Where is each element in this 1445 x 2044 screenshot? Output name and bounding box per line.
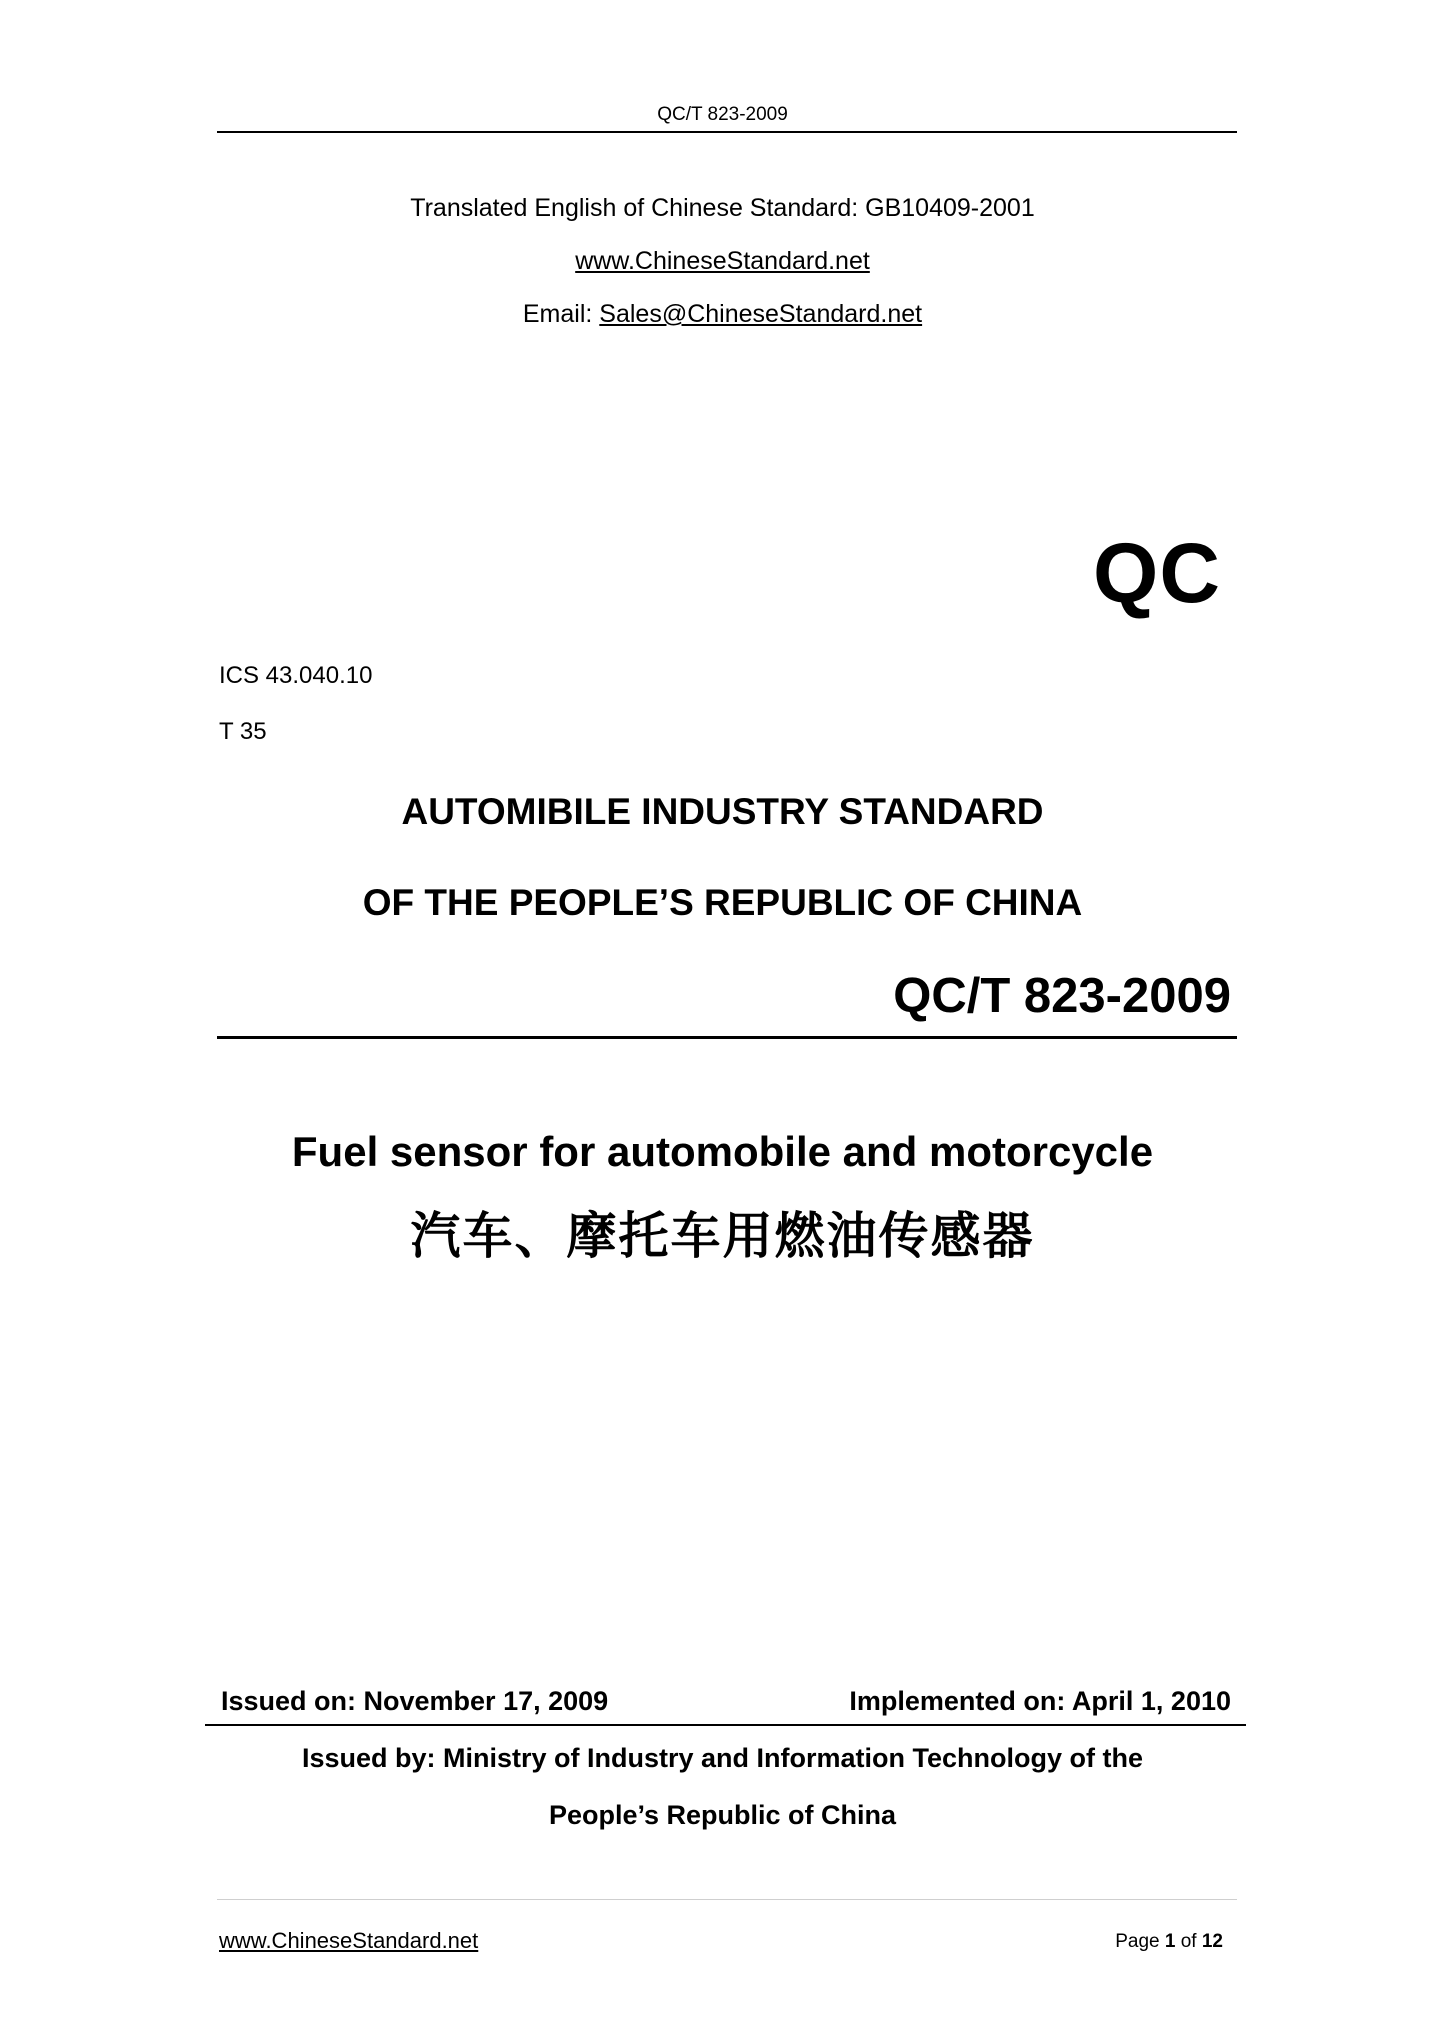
- footer-rule: [217, 1899, 1237, 1900]
- page-total: 12: [1201, 1931, 1223, 1952]
- title-line-1: AUTOMIBILE INDUSTRY STANDARD: [401, 791, 1044, 832]
- t-code: T 35: [219, 718, 267, 745]
- footer-website-line: [219, 1928, 478, 1954]
- ics-code: ICS 43.040.10: [219, 662, 373, 689]
- email-label: Email:: [522, 300, 593, 328]
- issuer-line-1: Issued by: Ministry of Industry and Information Technology of the: [301, 1743, 1144, 1773]
- header-rule: [217, 131, 1237, 133]
- title-line-2: OF THE PEOPLE’S REPUBLIC OF CHINA: [362, 882, 1083, 923]
- page-prefix: Page: [1115, 1931, 1160, 1952]
- issued-date: Issued on: November 17, 2009: [221, 1686, 609, 1716]
- subject-chinese: 汽车、摩托车用燃油传感器: [410, 1208, 1035, 1264]
- issuer-line-2: People’s Republic of China: [548, 1800, 897, 1830]
- title-rule: [217, 1036, 1237, 1039]
- page-current: 1: [1164, 1931, 1176, 1952]
- running-header: QC/T 823-2009: [657, 104, 788, 125]
- email-line: [0, 300, 1445, 329]
- website-line: [0, 247, 1445, 276]
- subject-english: Fuel sensor for automobile and motorcycle: [291, 1128, 1154, 1175]
- page-of: of: [1180, 1931, 1197, 1952]
- standard-code: QC/T 823-2009: [893, 969, 1231, 1023]
- translated-note: Translated English of Chinese Standard: GB10409-2001: [410, 194, 1035, 222]
- standard-mark: QC: [1093, 526, 1221, 620]
- footer-website-link[interactable]: www.ChineseStandard.net: [219, 1928, 479, 1953]
- page-indicator: [1115, 1931, 1223, 1953]
- implemented-date: Implemented on: April 1, 2010: [849, 1686, 1231, 1716]
- website-link[interactable]: www.ChineseStandard.net: [575, 247, 870, 275]
- email-link[interactable]: Sales@ChineseStandard.net: [599, 300, 923, 328]
- dates-rule: [205, 1724, 1246, 1726]
